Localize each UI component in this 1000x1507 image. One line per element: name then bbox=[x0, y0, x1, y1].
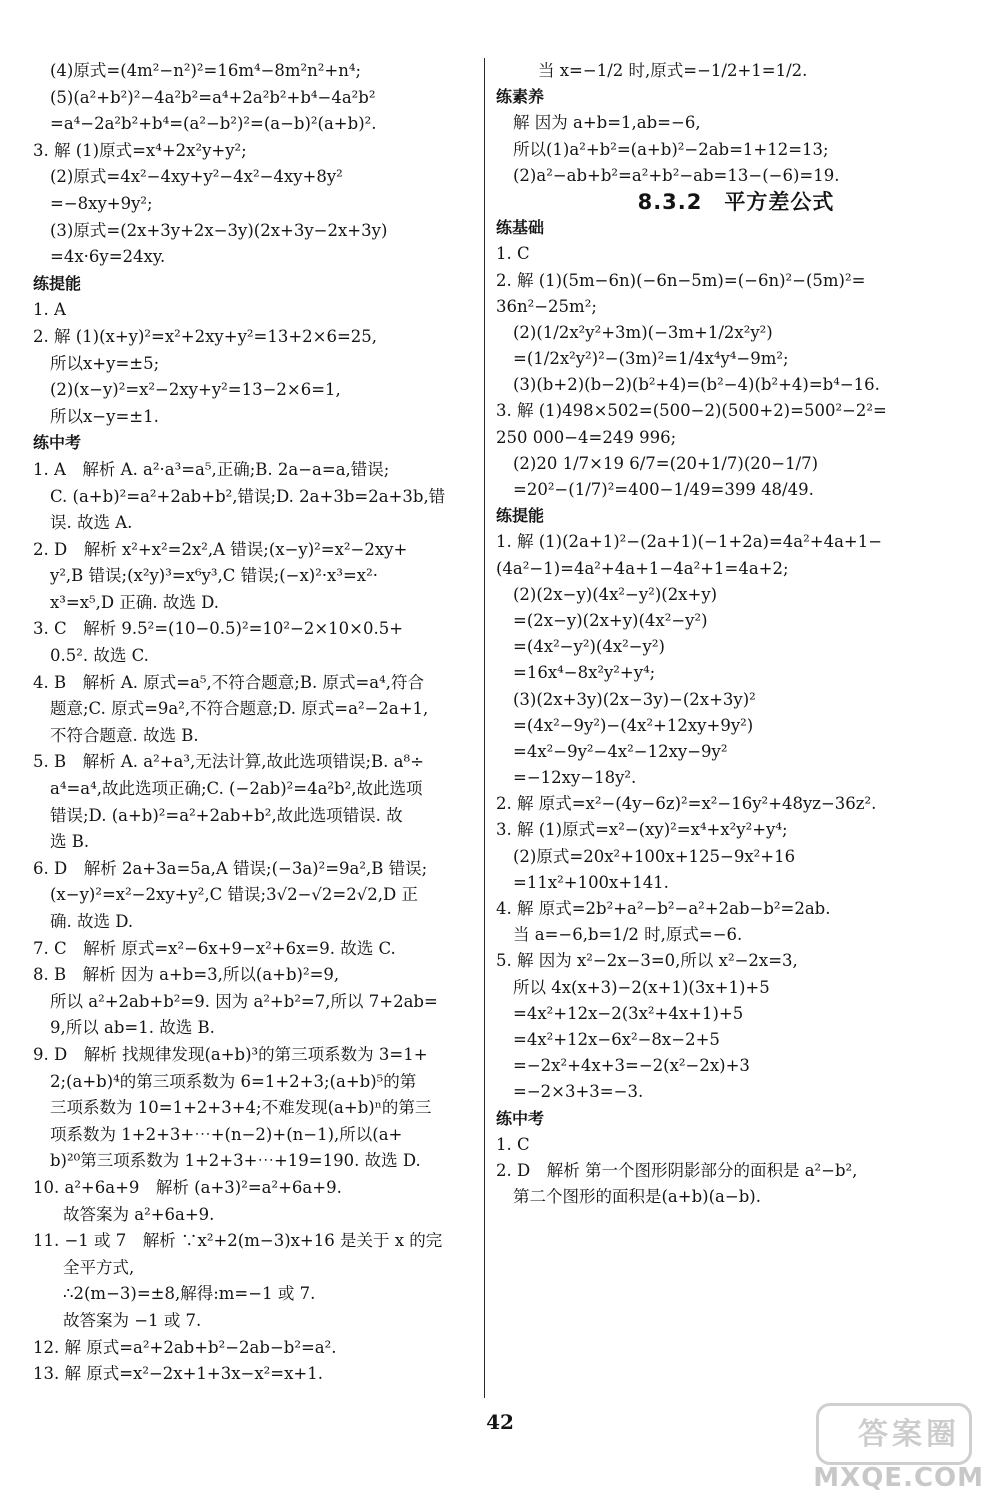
chapter-heading: 8.3.2 平方差公式 bbox=[637, 189, 835, 214]
text-line: 1. 解 (1)(2a+1)²−(2a+1)(−1+2a)=4a²+4a+1− bbox=[496, 532, 883, 552]
text-line: 选 B. bbox=[50, 832, 90, 852]
section-heading: 练中考 bbox=[496, 1108, 545, 1128]
text-line: =4x²+12x−2(3x²+4x+1)+5 bbox=[513, 1003, 744, 1023]
text-line: 所以x−y=±1. bbox=[50, 406, 159, 426]
text-line: =16x⁴−8x²y²+y⁴; bbox=[513, 663, 656, 683]
text-line: (2)原式=4x²−4xy+y²−4x²−4xy+8y² bbox=[50, 167, 343, 187]
text-line: 错误;D. (a+b)²=a²+2ab+b²,故此选项错误. 故 bbox=[50, 805, 403, 825]
text-line: 2. 解 (1)(x+y)²=x²+2xy+y²=13+2×6=25, bbox=[33, 326, 378, 346]
text-line: 9,所以 ab=1. 故选 B. bbox=[50, 1018, 215, 1038]
text-line: 10. a²+6a+9 解析 (a+3)²=a²+6a+9. bbox=[33, 1177, 342, 1197]
text-line: y²,B 错误;(x²y)³=x⁶y³,C 错误;(−x)²·x³=x²· bbox=[50, 566, 378, 586]
text-line: 8. B 解析 因为 a+b=3,所以(a+b)²=9, bbox=[33, 965, 340, 985]
text-line: 0.5². 故选 C. bbox=[50, 646, 149, 666]
text-line: ∴2(m−3)=±8,解得:m=−1 或 7. bbox=[63, 1284, 316, 1304]
text-line: 3. 解 (1)原式=x²−(xy)²=x⁴+x²y²+y⁴; bbox=[496, 820, 788, 840]
text-line: (5)(a²+b²)²−4a²b²=a⁴+2a²b²+b⁴−4a²b² bbox=[50, 87, 376, 107]
watermark-logo: 答案圈 bbox=[858, 1417, 960, 1452]
text-line: 2;(a+b)⁴的第三项系数为 6=1+2+3;(a+b)⁵的第 bbox=[50, 1071, 417, 1091]
watermark-site: MXQE.COM bbox=[813, 1463, 984, 1493]
text-line: 1. A bbox=[33, 300, 66, 320]
text-line: 第二个图形的面积是(a+b)(a−b). bbox=[513, 1187, 761, 1207]
text-line: =(4x²−9y²)−(4x²+12xy+9y²) bbox=[513, 715, 754, 735]
page-number: 42 bbox=[486, 1410, 514, 1434]
text-line: 2. D 解析 x²+x²=2x²,A 错误;(x−y)²=x²−2xy+ bbox=[33, 539, 408, 559]
text-line: 故答案为 −1 或 7. bbox=[63, 1310, 202, 1330]
text-line: C. (a+b)²=a²+2ab+b²,错误;D. 2a+3b=2a+3b,错 bbox=[50, 486, 446, 506]
text-line: (4a²−1)=4a²+4a+1−4a²+1=4a+2; bbox=[496, 558, 789, 578]
text-line: =a⁴−2a²b²+b⁴=(a²−b²)²=(a−b)²(a+b)². bbox=[50, 114, 377, 134]
text-line: 3. 解 (1)原式=x⁴+2x²y+y²; bbox=[33, 140, 247, 160]
text-line: 1. C bbox=[496, 1134, 530, 1154]
text-line: 全平方式, bbox=[63, 1257, 135, 1277]
text-line: 项系数为 1+2+3+⋯+(n−2)+(n−1),所以(a+ bbox=[50, 1124, 403, 1144]
section-heading: 练提能 bbox=[496, 506, 545, 526]
text-line: 250 000−4=249 996; bbox=[496, 427, 677, 447]
text-line: 2. D 解析 第一个图形阴影部分的面积是 a²−b², bbox=[496, 1160, 858, 1180]
right-column bbox=[496, 58, 976, 1210]
text-line: 1. C bbox=[496, 244, 530, 264]
text-line: =−12xy−18y². bbox=[513, 768, 637, 788]
column-divider bbox=[484, 58, 485, 1398]
text-line: =4x·6y=24xy. bbox=[50, 247, 166, 267]
text-line: =−2x²+4x+3=−2(x²−2x)+3 bbox=[513, 1056, 750, 1076]
text-line: 1. A 解析 A. a²·a³=a⁵,正确;B. 2a−a=a,错误; bbox=[33, 459, 390, 479]
text-line: 所以(1)a²+b²=(a+b)²−2ab=1+12=13; bbox=[513, 139, 829, 159]
text-line: =−2×3+3=−3. bbox=[513, 1082, 644, 1102]
section-heading: 练素养 bbox=[496, 87, 545, 107]
text-line: 所以 a²+2ab+b²=9. 因为 a²+b²=7,所以 7+2ab= bbox=[50, 991, 438, 1011]
text-line: (x−y)²=x²−2xy+y²,C 错误;3√2−√2=2√2,D 正 bbox=[50, 885, 418, 905]
text-line: 当 a=−6,b=1/2 时,原式=−6. bbox=[513, 925, 743, 945]
text-line: (2)a²−ab+b²=a²+b²−ab=13−(−6)=19. bbox=[513, 165, 840, 185]
text-line: =20²−(1/7)²=400−1/49=399 48/49. bbox=[513, 480, 814, 499]
text-line: 3. 解 (1)498×502=(500−2)(500+2)=500²−2²= bbox=[496, 401, 887, 421]
text-line: 7. C 解析 原式=x²−6x+9−x²+6x=9. 故选 C. bbox=[33, 938, 396, 958]
text-line: 9. D 解析 找规律发现(a+b)³的第三项系数为 3=1+ bbox=[33, 1044, 428, 1064]
text-line: 5. B 解析 A. a²+a³,无法计算,故此选项错误;B. a⁸÷ bbox=[33, 752, 424, 772]
text-line: 确. 故选 D. bbox=[50, 912, 134, 931]
watermark bbox=[810, 1399, 990, 1499]
left-column bbox=[33, 58, 475, 1388]
text-line: =−8xy+9y²; bbox=[50, 193, 153, 213]
text-line: (2)(2x−y)(4x²−y²)(2x+y) bbox=[513, 584, 718, 604]
text-line: x³=x⁵,D 正确. 故选 D. bbox=[50, 592, 220, 612]
section-heading: 练中考 bbox=[33, 433, 82, 453]
text-line: 2. 解 原式=x²−(4y−6z)²=x²−16y²+48yz−36z². bbox=[496, 794, 877, 814]
section-heading: 练提能 bbox=[33, 273, 82, 293]
text-line: 36n²−25m²; bbox=[496, 296, 597, 316]
text-line: (4)原式=(4m²−n²)²=16m⁴−8m²n²+n⁴; bbox=[50, 61, 362, 80]
text-line: 2. 解 (1)(5m−6n)(−6n−5m)=(−6n)²−(5m)²= bbox=[496, 270, 866, 290]
text-line: 误. 故选 A. bbox=[50, 513, 133, 533]
text-line: 6. D 解析 2a+3a=5a,A 错误;(−3a)²=9a²,B 错误; bbox=[33, 858, 428, 878]
text-line: 4. B 解析 A. 原式=a⁵,不符合题意;B. 原式=a⁴,符合 bbox=[33, 672, 424, 692]
text-line: =(4x²−y²)(4x²−y²) bbox=[513, 637, 665, 657]
text-line: 12. 解 原式=a²+2ab+b²−2ab−b²=a². bbox=[33, 1337, 337, 1357]
text-line: 解 因为 a+b=1,ab=−6, bbox=[513, 113, 701, 133]
text-line: 3. C 解析 9.5²=(10−0.5)²=10²−2×10×0.5+ bbox=[33, 619, 404, 639]
text-line: 题意;C. 原式=9a²,不符合题意;D. 原式=a²−2a+1, bbox=[50, 699, 429, 719]
text-line: 三项系数为 10=1+2+3+4;不难发现(a+b)ⁿ的第三 bbox=[50, 1098, 432, 1118]
text-line: (2)(1/2x²y²+3m)(−3m+1/2x²y²) bbox=[513, 322, 773, 342]
text-line: 不符合题意. 故选 B. bbox=[50, 725, 199, 745]
text-line: (3)原式=(2x+3y+2x−3y)(2x+3y−2x+3y) bbox=[50, 220, 388, 240]
text-line: a⁴=a⁴,故此选项正确;C. (−2ab)²=4a²b²,故此选项 bbox=[50, 779, 423, 799]
text-line: (2)(x−y)²=x²−2xy+y²=13−2×6=1, bbox=[50, 380, 341, 400]
text-line: 所以x+y=±5; bbox=[50, 353, 160, 373]
text-line: b)²⁰第三项系数为 1+2+3+⋯+19=190. 故选 D. bbox=[50, 1151, 421, 1171]
text-line: 5. 解 因为 x²−2x−3=0,所以 x²−2x=3, bbox=[496, 951, 798, 971]
text-line: (2)原式=20x²+100x+125−9x²+16 bbox=[513, 846, 796, 866]
text-line: =11x²+100x+141. bbox=[513, 872, 669, 892]
text-line: 4. 解 原式=2b²+a²−b²−a²+2ab−b²=2ab. bbox=[496, 899, 831, 918]
text-line: 11. −1 或 7 解析 ∵x²+2(m−3)x+16 是关于 x 的完 bbox=[33, 1231, 443, 1251]
text-line: (3)(2x+3y)(2x−3y)−(2x+3y)² bbox=[513, 689, 756, 709]
text-line: =(1/2x²y²)²−(3m)²=1/4x⁴y⁴−9m²; bbox=[513, 349, 789, 369]
text-line: 所以 4x(x+3)−2(x+1)(3x+1)+5 bbox=[513, 977, 770, 997]
text-line: =(2x−y)(2x+y)(4x²−y²) bbox=[513, 610, 708, 630]
text-line: (2)20 1/7×19 6/7=(20+1/7)(20−1/7) bbox=[513, 453, 819, 473]
text-line: (3)(b+2)(b−2)(b²+4)=(b²−4)(b²+4)=b⁴−16. bbox=[513, 375, 880, 395]
section-heading: 练基础 bbox=[496, 218, 545, 238]
text-line: 13. 解 原式=x²−2x+1+3x−x²=x+1. bbox=[33, 1364, 323, 1384]
text-line: =4x²+12x−6x²−8x−2+5 bbox=[513, 1029, 720, 1049]
text-line: 当 x=−1/2 时,原式=−1/2+1=1/2. bbox=[538, 61, 808, 80]
text-line: 故答案为 a²+6a+9. bbox=[63, 1204, 215, 1224]
text-line: =4x²−9y²−4x²−12xy−9y² bbox=[513, 741, 728, 761]
